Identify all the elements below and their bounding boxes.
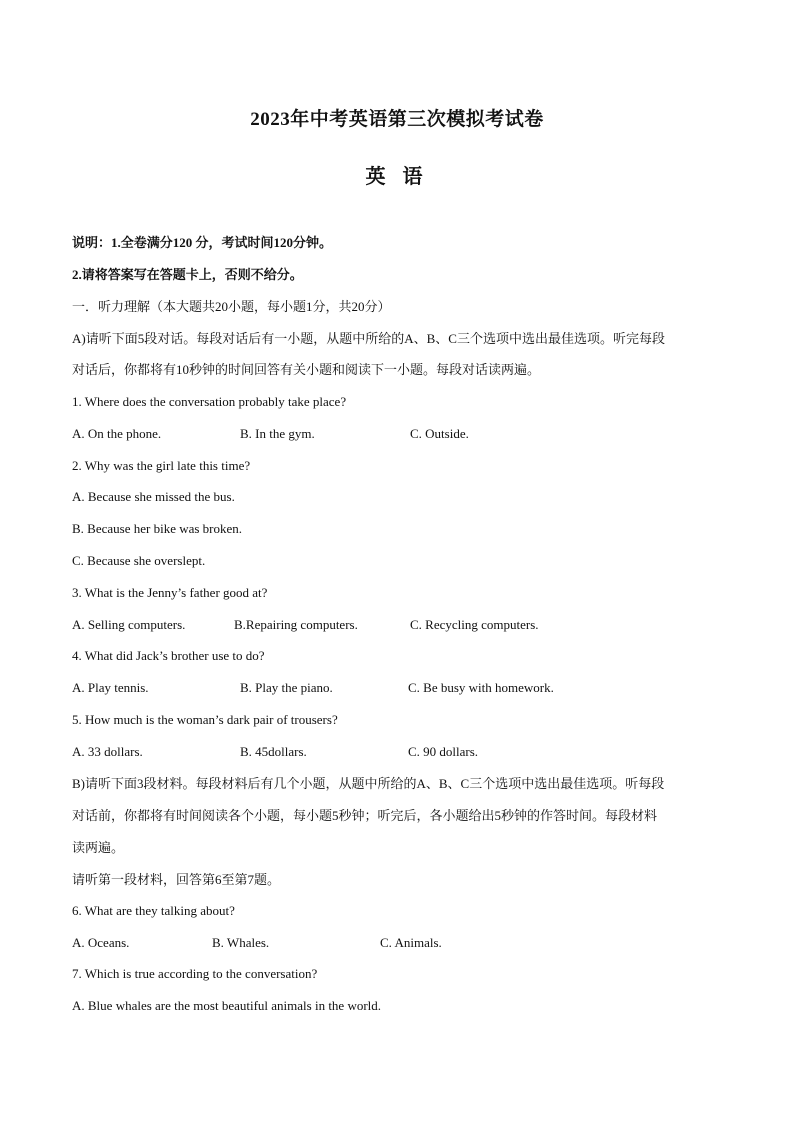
part-b-intro-line-3: 读两遍。 — [72, 840, 125, 855]
question-2: 2. Why was the girl late this time? — [72, 458, 251, 473]
part-a-intro-line-2: 对话后，你都将有10秒钟的时间回答有关小题和阅读下一小题。每段对话读两遍。 — [72, 362, 541, 377]
exam-title: 2023年中考英语第三次模拟考试卷 — [250, 109, 544, 130]
subject-title: 英 语 — [365, 166, 429, 188]
material-1-intro: 请听第一段材料，回答第6至第7题。 — [72, 872, 281, 887]
question-5-option-a: A. 33 dollars. — [72, 744, 143, 759]
part-a-intro-line-1: A)请听下面5段对话。每段对话后有一小题，从题中所给的A、B、C三个选项中选出最佳选项。听完每段 — [72, 331, 665, 346]
question-6-option-b: B. Whales. — [212, 935, 270, 950]
part-b-intro-line-1: B)请听下面3段材料。每段材料后有几个小题，从题中所给的A、B、C三个选项中选出最佳选项。听每段 — [72, 776, 665, 791]
question-2-option-c: C. Because she overslept. — [72, 553, 206, 568]
question-2-option-b: B. Because her bike was broken. — [72, 521, 243, 536]
question-1-option-a: A. On the phone. — [72, 426, 162, 441]
section-heading: 一．听力理解（本大题共20小题，每小题1分，共20分） — [72, 299, 391, 314]
question-6-option-c: C. Animals. — [380, 935, 442, 950]
question-4: 4. What did Jack’s brother use to do? — [72, 648, 265, 663]
question-1-option-c: C. Outside. — [410, 426, 469, 441]
question-3: 3. What is the Jenny’s father good at? — [72, 585, 268, 600]
instruction-note-1: 说明：1.全卷满分120 分，考试时间120分钟。 — [72, 235, 333, 250]
question-5: 5. How much is the woman’s dark pair of trousers? — [72, 712, 338, 727]
question-5-option-c: C. 90 dollars. — [408, 744, 479, 759]
instruction-note-2: 2.请将答案写在答题卡上，否则不给分。 — [72, 267, 303, 282]
question-1-option-b: B. In the gym. — [240, 426, 315, 441]
question-4-option-b: B. Play the piano. — [240, 680, 333, 695]
question-3-option-a: A. Selling computers. — [72, 617, 186, 632]
question-5-option-b: B. 45dollars. — [240, 744, 307, 759]
question-2-option-a: A. Because she missed the bus. — [72, 489, 235, 504]
part-b-intro-line-2: 对话前，你都将有时间阅读各个小题，每小题5秒钟；听完后，各小题给出5秒钟的作答时间。每段材料 — [72, 808, 658, 823]
question-3-option-b: B.Repairing computers. — [234, 617, 358, 632]
question-1: 1. Where does the conversation probably take place? — [72, 394, 347, 409]
question-6-option-a: A. Oceans. — [72, 935, 130, 950]
question-4-option-c: C. Be busy with homework. — [408, 680, 554, 695]
question-3-option-c: C. Recycling computers. — [410, 617, 539, 632]
question-4-option-a: A. Play tennis. — [72, 680, 149, 695]
question-6: 6. What are they talking about? — [72, 903, 235, 918]
question-7-option-a: A. Blue whales are the most beautiful animals in the world. — [72, 998, 382, 1013]
question-7: 7. Which is true according to the conversation? — [72, 966, 318, 981]
